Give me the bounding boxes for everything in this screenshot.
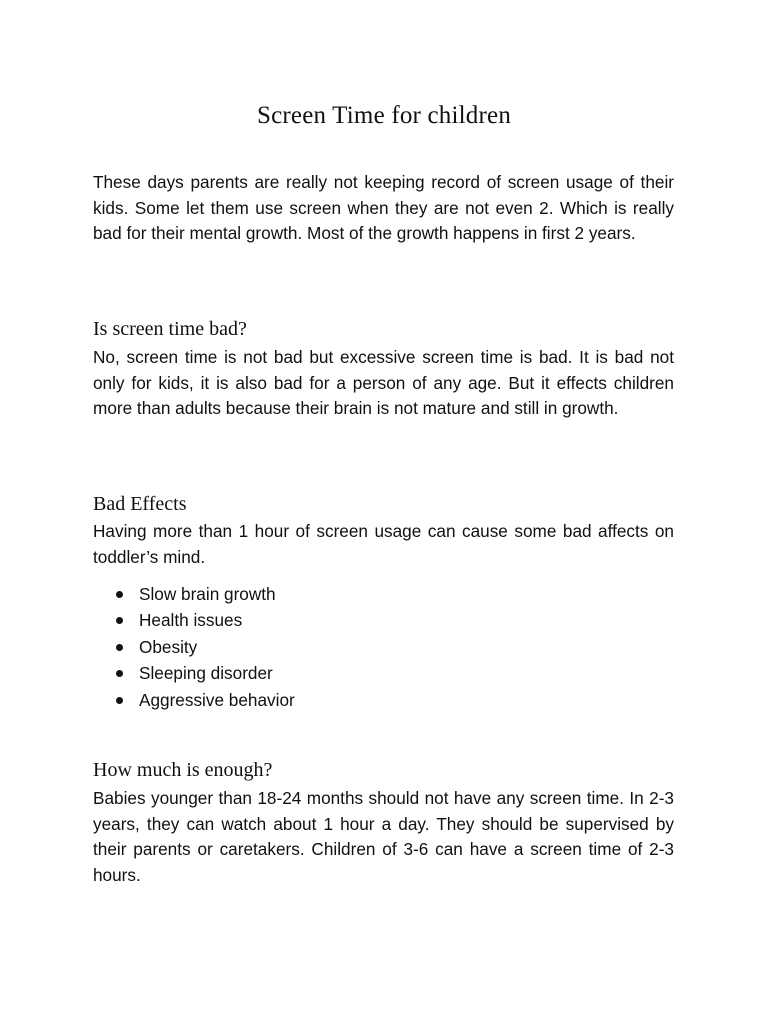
list-item-text: Slow brain growth — [139, 584, 276, 604]
section-heading-bad-effects: Bad Effects — [93, 493, 187, 515]
list-item — [93, 607, 295, 633]
document-title: Screen Time for children — [256, 102, 512, 129]
intro-paragraph: These days parents are really not keeping record of screen usage of their kids. Some let them use screen when they are not even 2. Which is really bad for their mental growth. Most of the growth happens in first 2 years. — [93, 172, 674, 244]
list-item — [93, 634, 295, 660]
list-item — [93, 660, 295, 686]
section-body-how-much: Babies younger than 18-24 months should not have any screen time. In 2-3 years, they can watch about 1 hour a day. They should be supervised by their parents or caretakers. Children of 3-6 can have a screen time of 2-3 hours. — [93, 788, 674, 886]
bad-effects-list — [93, 581, 295, 713]
list-item — [93, 581, 295, 607]
list-item-text: Aggressive behavior — [139, 689, 295, 710]
bullet-icon — [116, 617, 123, 624]
bullet-icon — [116, 591, 123, 598]
bullet-icon — [116, 670, 123, 677]
section-heading-how-much: How much is enough? — [93, 759, 273, 781]
list-item — [93, 687, 295, 713]
list-item-text: Sleeping disorder — [139, 663, 273, 684]
list-item-text: Health issues — [139, 610, 243, 631]
section-body-screen-time-bad: No, screen time is not bad but excessive screen time is bad. It is bad not only for kids, it is also bad for a person of any age. But it effects children more than adults because their brain is not mature and still in growth. — [93, 347, 674, 419]
section-heading-screen-time-bad: Is screen time bad? — [93, 318, 247, 340]
list-item-text: Obesity — [139, 636, 198, 657]
bullet-icon — [116, 644, 123, 651]
bullet-icon — [116, 697, 123, 704]
section-body-bad-effects: Having more than 1 hour of screen usage can cause some bad affects on toddler’s mind. — [93, 521, 674, 567]
